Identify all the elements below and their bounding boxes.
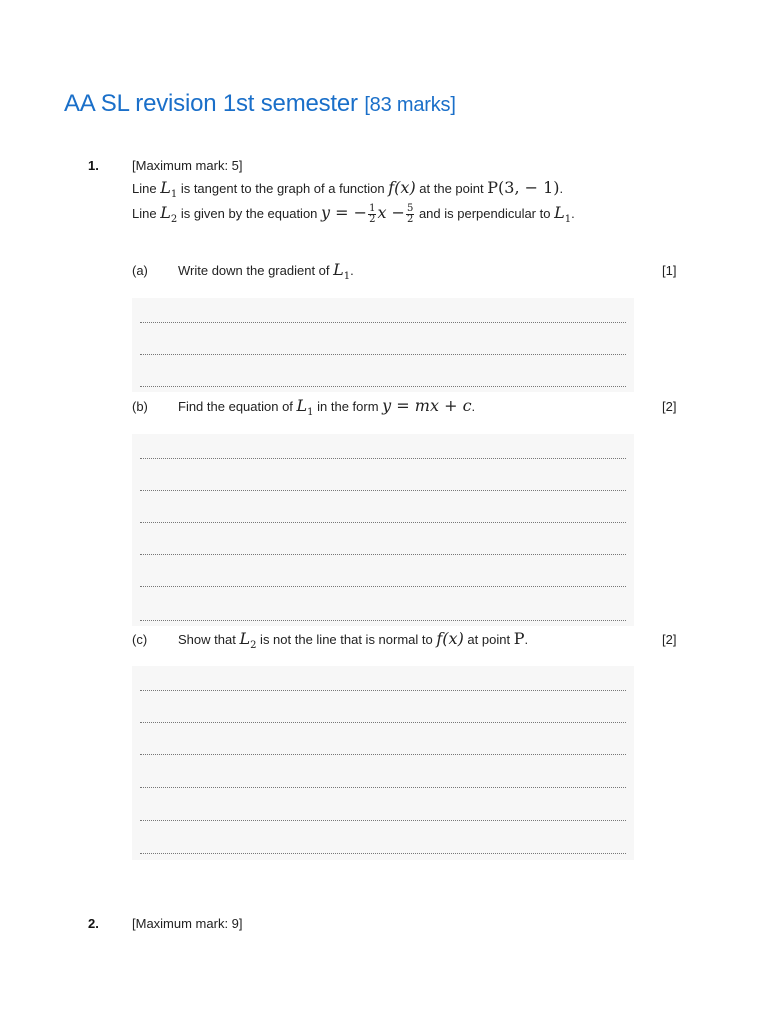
- q1-l1-fx: f(x): [388, 178, 416, 197]
- q1-l2-L: $L_2$: [160, 203, 178, 226]
- answer-area-a[interactable]: [132, 298, 634, 392]
- answer-line: [140, 722, 626, 723]
- q1-l2-text-c: and is perpendicular to: [415, 206, 555, 221]
- q1-l2-fraction-2: $\frac{5}{2}$: [406, 203, 414, 226]
- q1-l2-text-a: Line: [132, 206, 161, 221]
- answer-line: [140, 490, 626, 491]
- part-a-marks: [1]: [662, 263, 677, 278]
- answer-line: [140, 620, 626, 621]
- answer-line: [140, 586, 626, 587]
- q1-l1-L: $L_1$: [160, 178, 178, 201]
- q1-l2-fraction-1: $\frac{1}{2}$: [369, 203, 376, 226]
- page-title: [64, 90, 456, 118]
- question-1-max-mark: [Maximum mark: 5]: [132, 158, 243, 173]
- question-1-number: 1.: [88, 158, 99, 173]
- part-b-marks: [2]: [662, 399, 677, 414]
- q1-l1-text-c: at the point: [415, 181, 488, 196]
- part-b-text: Find the equation of $L_1$ in the form y = mx + c.: [178, 396, 476, 419]
- q1-l2-L-end: $L_1$: [554, 203, 572, 226]
- title-text: AA SL revision 1st semester: [64, 90, 358, 117]
- answer-line: [140, 458, 626, 459]
- part-a-text: Write down the gradient of $L_1$.: [178, 260, 354, 283]
- question-1-line-1: [132, 178, 563, 200]
- answer-line: [140, 820, 626, 821]
- part-a-label: (a): [132, 263, 148, 278]
- part-c-label: (c): [132, 632, 148, 647]
- answer-line: [140, 754, 626, 755]
- question-2-max-mark: [Maximum mark: 9]: [132, 916, 243, 931]
- question-1-line-2: [132, 203, 575, 225]
- q1-l1-text-b: is tangent to the graph of a function: [177, 181, 389, 196]
- q1-l2-eq-start: y = −: [321, 203, 368, 222]
- answer-line: [140, 690, 626, 691]
- answer-area-c[interactable]: [132, 666, 634, 860]
- q1-l1-point: P(3, − 1): [487, 178, 560, 197]
- answer-line: [140, 322, 626, 323]
- answer-line: [140, 354, 626, 355]
- answer-line: [140, 853, 626, 854]
- answer-area-b[interactable]: [132, 434, 634, 626]
- part-b-label: (b): [132, 399, 148, 414]
- question-2-number: 2.: [88, 916, 99, 931]
- q1-l1-text-d: .: [559, 181, 564, 196]
- answer-line: [140, 522, 626, 523]
- answer-line: [140, 554, 626, 555]
- total-marks: [83 marks]: [364, 94, 456, 116]
- answer-line: [140, 386, 626, 387]
- q1-l2-text-d: .: [571, 206, 575, 221]
- q1-l1-text-a: Line: [132, 181, 161, 196]
- q1-l2-eq-mid: x −: [377, 203, 405, 222]
- answer-line: [140, 787, 626, 788]
- q1-l2-text-b: is given by the equation: [177, 206, 322, 221]
- part-c-text: Show that $L_2$ is not the line that is normal to f(x) at point P.: [178, 629, 529, 652]
- part-c-marks: [2]: [662, 632, 677, 647]
